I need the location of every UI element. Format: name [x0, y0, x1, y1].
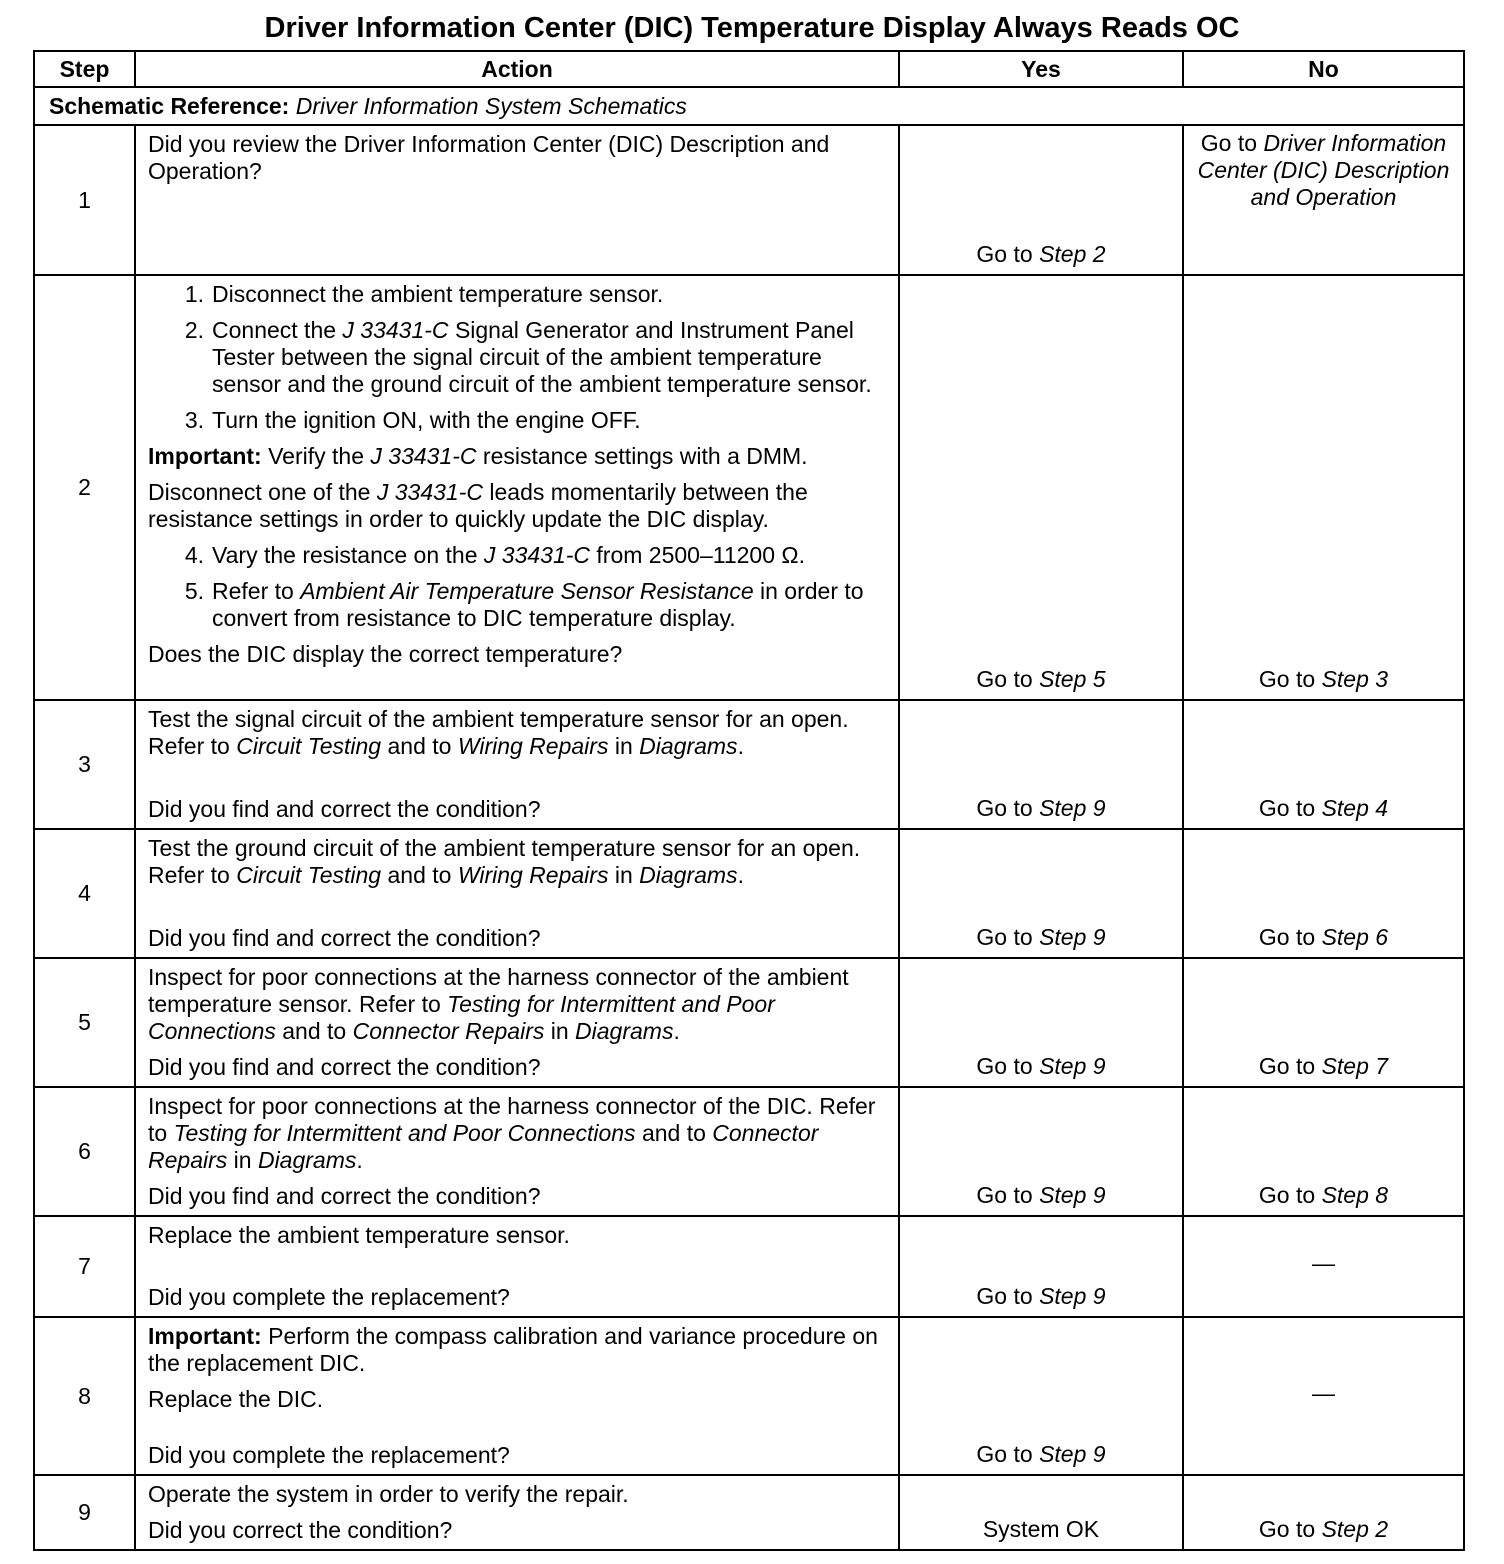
no-target: Driver Information Center (DIC) Description and Operation [1197, 130, 1450, 210]
header-no: No [1183, 51, 1464, 87]
step-number: 1 [34, 125, 135, 275]
goto-text: Go to [1258, 795, 1316, 821]
goto-text: Go to [976, 1441, 1033, 1467]
step-number: 8 [34, 1317, 135, 1475]
section-ref: Diagrams [639, 733, 738, 759]
yes-target: Step 2 [1039, 241, 1106, 267]
no-target: Step 7 [1321, 1053, 1389, 1079]
action-cell [135, 700, 899, 829]
no-target: Step 6 [1321, 924, 1389, 950]
question-text: Does the DIC display the correct temperature? [148, 641, 623, 667]
important-label: Important: [148, 1323, 262, 1349]
goto-text: Go to [976, 1283, 1033, 1309]
question-text: Did you complete the replacement? [148, 1442, 510, 1468]
goto-text: Go to [976, 666, 1033, 692]
table-row [34, 275, 1464, 700]
action-cell [135, 125, 899, 275]
yes-target: Step 9 [1039, 1053, 1106, 1079]
goto-text: Go to [976, 924, 1033, 950]
document-title: Driver Information Center (DIC) Temperature Display Always Reads OC [264, 12, 1240, 44]
no-cell [1183, 125, 1464, 275]
section-ref: Wiring Repairs [457, 862, 609, 888]
list-item [148, 542, 890, 569]
goto-text: Go to [976, 241, 1033, 267]
yes-cell [899, 958, 1183, 1087]
yes-cell [899, 1317, 1183, 1475]
list-item [148, 407, 890, 434]
section-ref: Ambient Air Temperature Sensor Resistance [300, 578, 754, 604]
action-cell [135, 275, 899, 700]
table-row [34, 958, 1464, 1087]
goto-text: Go to [1200, 130, 1258, 156]
section-ref: Testing for Intermittent and Poor Connections [173, 1120, 636, 1146]
table-row [34, 1216, 1464, 1317]
table-row [34, 1475, 1464, 1550]
table-row [34, 700, 1464, 829]
step-number: 5 [34, 958, 135, 1087]
no-target: Step 4 [1321, 795, 1389, 821]
tool-ref: J 33431-C [376, 479, 483, 505]
no-target: Step 8 [1321, 1182, 1389, 1208]
action-cell [135, 1087, 899, 1216]
list-item [148, 317, 890, 398]
tool-ref: J 33431-C [370, 443, 477, 469]
section-ref: Circuit Testing [236, 862, 382, 888]
no-cell [1183, 829, 1464, 958]
section-ref: Diagrams [575, 1018, 674, 1044]
section-ref: Circuit Testing [236, 733, 382, 759]
action-text: Replace the ambient temperature sensor. [148, 1222, 570, 1248]
action-cell [135, 829, 899, 958]
list-number: 1. [184, 281, 204, 307]
yes-target: Step 5 [1039, 666, 1106, 692]
list-text: Connect the J 33431-C Signal Generator and Instrument Panel Tester between the signal circuit of the ambient temperature sensor and the ground circuit of the ambient temperature sensor. [212, 317, 872, 397]
no-cell [1183, 700, 1464, 829]
header-step: Step [34, 51, 135, 87]
action-cell [135, 1216, 899, 1317]
action-cell [135, 1475, 899, 1550]
yes-cell [899, 125, 1183, 275]
no-cell [1183, 958, 1464, 1087]
goto-text: Go to [976, 1053, 1033, 1079]
step-number: 6 [34, 1087, 135, 1216]
schematic-link: Driver Information System Schematics [295, 92, 687, 119]
no-cell [1183, 275, 1464, 700]
no-cell [1183, 1475, 1464, 1550]
list-number: 5. [184, 578, 204, 604]
action-text: Operate the system in order to verify the repair. [148, 1481, 629, 1507]
tool-ref: J 33431-C [483, 542, 591, 568]
list-text: Turn the ignition ON, with the engine OFF. [212, 407, 641, 433]
action-text: Test the signal circuit of the ambient temperature sensor for an open. Refer to Circuit Testing and to Wiring Repairs in Diagrams. [148, 706, 849, 759]
question-text: Did you find and correct the condition? [148, 796, 541, 822]
section-ref: Connector Repairs [352, 1018, 545, 1044]
no-cell [1183, 1087, 1464, 1216]
header-action: Action [135, 51, 899, 87]
section-ref: Diagrams [639, 862, 738, 888]
no-cell: — [1183, 1216, 1464, 1317]
table-row [34, 829, 1464, 958]
list-number: 2. [184, 317, 204, 343]
yes-target: Step 9 [1039, 1283, 1106, 1309]
action-cell [135, 958, 899, 1087]
list-number: 3. [184, 407, 204, 433]
yes-cell [899, 829, 1183, 958]
step-number: 4 [34, 829, 135, 958]
step-number: 9 [34, 1475, 135, 1550]
section-ref: Wiring Repairs [457, 733, 609, 759]
goto-text: Go to [1258, 666, 1316, 692]
goto-text: Go to [976, 795, 1033, 821]
goto-text: Go to [1258, 1182, 1316, 1208]
goto-text: Go to [1258, 1053, 1316, 1079]
question-text: Did you complete the replacement? [148, 1284, 510, 1310]
schematic-label: Schematic Reference: [49, 92, 290, 119]
section-ref: Connector Repairs [148, 1120, 819, 1173]
action-text: Test the ground circuit of the ambient temperature sensor for an open. Refer to Circuit Testing and to Wiring Repairs in Diagrams. [148, 835, 861, 888]
list-number: 4. [184, 542, 204, 568]
yes-target: Step 9 [1039, 795, 1106, 821]
diagnostic-table [33, 50, 1465, 1551]
yes-cell [899, 1087, 1183, 1216]
table-row [34, 1317, 1464, 1475]
question-text: Did you find and correct the condition? [148, 925, 541, 951]
question-text: Did you find and correct the condition? [148, 1054, 541, 1080]
action-cell [135, 1317, 899, 1475]
yes-target: Step 9 [1039, 1441, 1106, 1467]
section-ref: Diagrams [257, 1147, 357, 1173]
table-row [34, 125, 1464, 275]
yes-cell [899, 700, 1183, 829]
schematic-row [34, 87, 1464, 125]
important-label: Important: [148, 443, 262, 469]
question-text: Did you find and correct the condition? [148, 1183, 541, 1209]
yes-cell: System OK [899, 1475, 1183, 1550]
yes-cell [899, 275, 1183, 700]
list-text: Vary the resistance on the J 33431-C from 2500–11200 Ω. [212, 542, 805, 568]
action-text: Inspect for poor connections at the harness connector of the DIC. Refer to Testing for Intermittent and Poor Connections and to Connector Repairs in Diagrams. [148, 1093, 876, 1173]
step-number: 3 [34, 700, 135, 829]
action-text: Did you review the Driver Information Center (DIC) Description and Operation? [148, 131, 830, 184]
goto-text: Go to [976, 1182, 1033, 1208]
no-target: Step 2 [1321, 1516, 1389, 1542]
step-number: 7 [34, 1216, 135, 1317]
step-number: 2 [34, 275, 135, 700]
yes-cell [899, 1216, 1183, 1317]
question-text: Did you correct the condition? [148, 1517, 453, 1543]
section-ref: Testing for Intermittent and Poor Connections [148, 991, 775, 1044]
header-yes: Yes [899, 51, 1183, 87]
important-note: Important: Perform the compass calibration and variance procedure on the replacement DIC. [148, 1323, 878, 1376]
table-row [34, 1087, 1464, 1216]
tool-ref: J 33431-C [342, 317, 449, 343]
important-note: Important: Verify the J 33431-C resistance settings with a DMM. [148, 443, 808, 469]
yes-target: Step 9 [1039, 1182, 1106, 1208]
no-target: Step 3 [1321, 666, 1389, 692]
list-item [148, 281, 890, 308]
header-row [34, 51, 1464, 87]
action-text: Replace the DIC. [148, 1386, 324, 1412]
action-text: Inspect for poor connections at the harness connector of the ambient temperature sensor. Refer to Testing for Intermittent and Poor Connections and to Connector Repairs in Diagrams. [148, 964, 849, 1044]
schematic-reference [34, 87, 1464, 125]
action-text: Disconnect one of the J 33431-C leads momentarily between the resistance settings in order to quickly update the DIC display. [148, 479, 808, 532]
list-text: Disconnect the ambient temperature sensor. [212, 281, 664, 307]
list-text: Refer to Ambient Air Temperature Sensor Resistance in order to convert from resistance to DIC temperature display. [212, 578, 864, 631]
list-item [148, 578, 890, 632]
no-cell: — [1183, 1317, 1464, 1475]
goto-text: Go to [1258, 924, 1316, 950]
goto-text: Go to [1258, 1516, 1316, 1542]
yes-target: Step 9 [1039, 924, 1106, 950]
